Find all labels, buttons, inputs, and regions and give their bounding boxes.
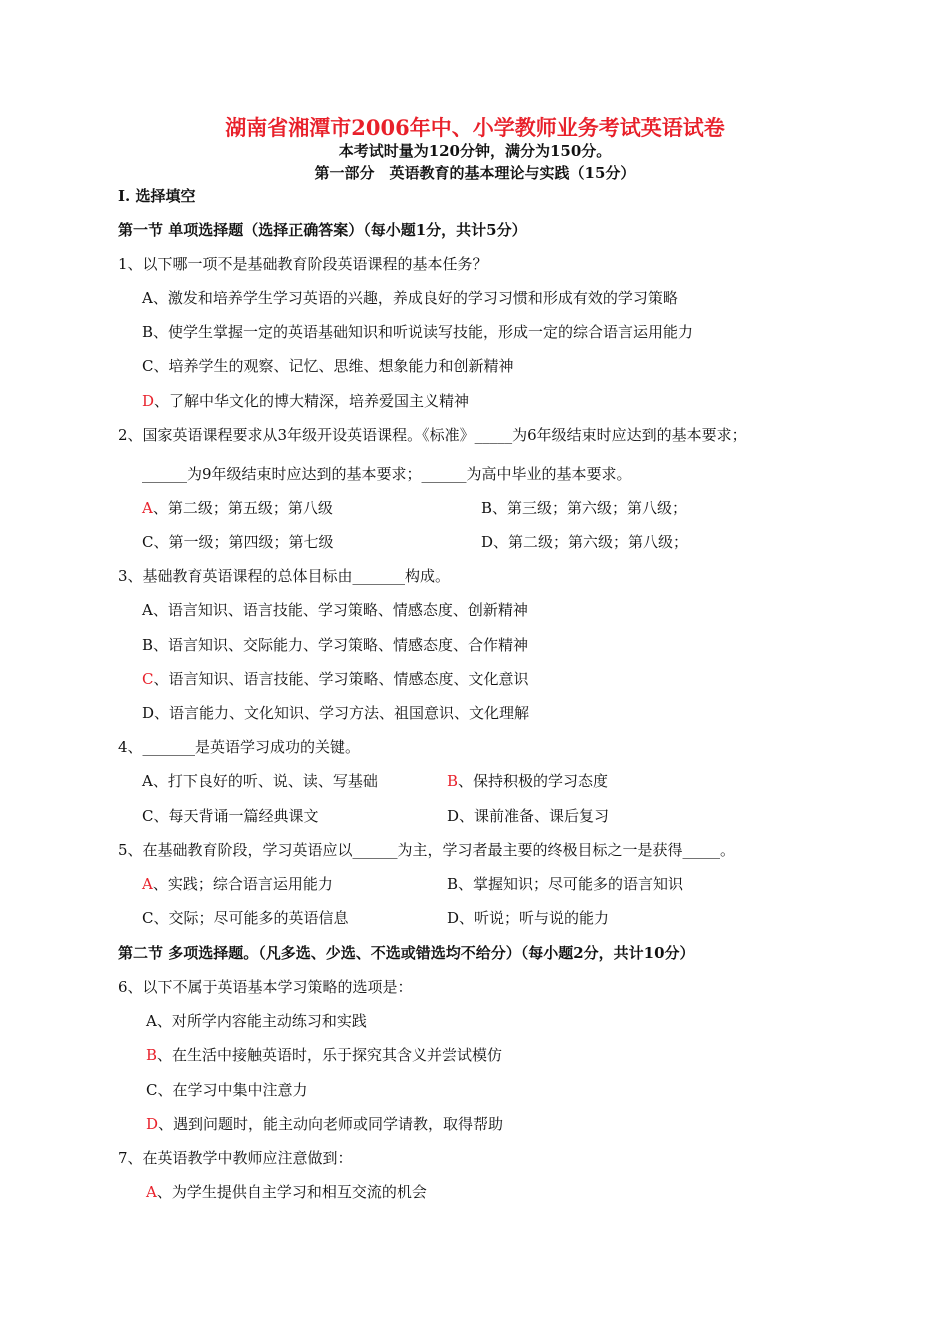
q5-option-d: D、听说；听与说的能力 [447,909,610,927]
answer-mark: A [142,875,153,893]
question-5-stem: 5、在基础教育阶段，学习英语应以______为主，学习者最主要的终极目标之一是获得_____。 [118,841,736,859]
q6-option-a: A、对所学内容能主动练习和实践 [146,1012,367,1030]
q6-option-b: B、在生活中接触英语时，乐于探究其含义并尝试模仿 [146,1046,503,1064]
q1-option-a: A、激发和培养学生学习英语的兴趣，养成良好的学习习惯和形成有效的学习策略 [142,289,678,307]
q2-option-c: C、第一级；第四级；第七级 [142,533,334,551]
answer-mark: D [146,1115,159,1133]
q3-option-c: C、语言知识、语言技能、学习策略、情感态度、文化意识 [142,670,529,688]
question-2-stem: 2、国家英语课程要求从3年级开设英语课程。《标准》_____为6年级结束时应达到的基本要求； [118,426,747,444]
question-1-stem: 1、以下哪一项不是基础教育阶段英语课程的基本任务？ [118,255,488,273]
q2-option-a: A、第二级；第五级；第八级 [142,499,333,517]
question-7-stem: 7、在英语教学中教师应注意做到： [118,1149,353,1167]
exam-subtitle: 本考试时量为120分钟，满分为150分。 [338,142,612,160]
answer-mark: C [142,670,154,688]
q3-option-b: B、语言知识、交际能力、学习策略、情感态度、合作精神 [142,636,529,654]
q3-option-d: D、语言能力、文化知识、学习方法、祖国意识、文化理解 [142,704,530,722]
answer-mark: D [142,392,155,410]
exam-title: 湖南省湘潭市2006年中、小学教师业务考试英语试卷 [225,115,725,140]
q4-option-a: A、打下良好的听、说、读、写基础 [142,772,378,790]
answer-mark: B [447,772,459,790]
question-2-stem-cont: ______为9年级结束时应达到的基本要求；______为高中毕业的基本要求。 [142,465,632,483]
q4-option-c: C、每天背诵一篇经典课文 [142,807,319,825]
q2-option-d: D、第二级；第六级；第八级； [481,533,689,551]
q5-option-a: A、实践；综合语言运用能力 [142,875,333,893]
part-heading: 第一部分 英语教育的基本理论与实践（15分） [314,164,636,182]
q1-option-b: B、使学生掌握一定的英语基础知识和听说读写技能，形成一定的综合语言运用能力 [142,323,694,341]
answer-mark: B [146,1046,158,1064]
question-3-stem: 3、基础教育英语课程的总体目标由_______构成。 [118,567,451,585]
question-6-stem: 6、以下不属于英语基本学习策略的选项是： [118,978,413,996]
q6-option-d: D、遇到问题时，能主动向老师或同学请教，取得帮助 [146,1115,504,1133]
section-heading: I. 选择填空 [118,187,196,205]
q1-option-d: D、了解中华文化的博大精深，培养爱国主义精神 [142,392,470,410]
q1-option-c: C、培养学生的观察、记忆、思维、想象能力和创新精神 [142,357,514,375]
q2-option-b: B、第三级；第六级；第八级； [481,499,688,517]
section1-heading: 第一节 单项选择题（选择正确答案）（每小题1分，共计5分） [118,221,527,239]
q4-option-b: B、保持积极的学习态度 [447,772,609,790]
q5-option-b: B、掌握知识；尽可能多的语言知识 [447,875,684,893]
question-4-stem: 4、_______是英语学习成功的关键。 [118,738,361,756]
q6-option-c: C、在学习中集中注意力 [146,1081,308,1099]
answer-mark: A [142,499,153,517]
q4-option-d: D、课前准备、课后复习 [447,807,610,825]
q5-option-c: C、交际；尽可能多的英语信息 [142,909,349,927]
q7-option-a: A、为学生提供自主学习和相互交流的机会 [146,1183,427,1201]
answer-mark: A [146,1183,157,1201]
section2-heading: 第二节 多项选择题。（凡多选、少选、不选或错选均不给分）（每小题2分，共计10分） [118,944,695,962]
q3-option-a: A、语言知识、语言技能、学习策略、情感态度、创新精神 [142,601,528,619]
